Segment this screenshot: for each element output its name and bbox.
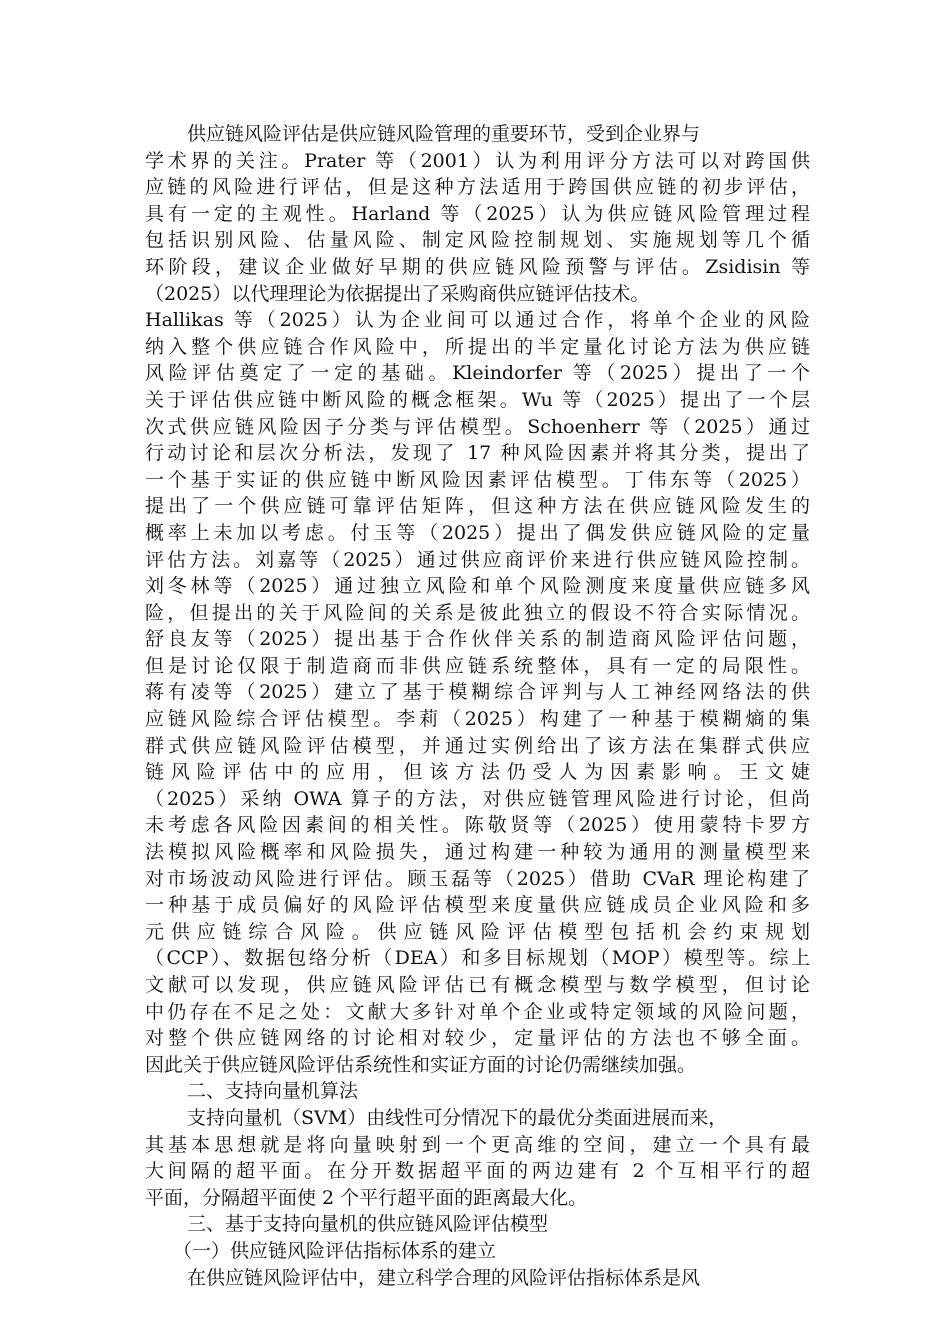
section-heading: 三、基于支持向量机的供应链风险评估模型 bbox=[187, 1213, 549, 1236]
paragraph-line: 应链的风险进行评估，但是这种方法适用于跨国供应链的初步评估， bbox=[145, 176, 810, 199]
paragraph-line: 概率上未加以考虑。付玉等（2025）提出了偶发供应链风险的定量 bbox=[145, 521, 810, 544]
paragraph-line: 对市场波动风险进行评估。顾玉磊等（2025）借助 CVaR 理论构建了 bbox=[145, 867, 810, 890]
paragraph-line: 一个基于实证的供应链中断风险因素评估模型。丁伟东等（2025） bbox=[145, 468, 810, 491]
paragraph-line: 刘冬林等（2025）通过独立风险和单个风险测度来度量供应链多风 bbox=[145, 575, 810, 598]
paragraph-line: 群式供应链风险评估模型，并通过实例给出了该方法在集群式供应 bbox=[145, 734, 810, 757]
paragraph-line: 行动讨论和层次分析法，发现了 17 种风险因素并将其分类，提出了 bbox=[145, 442, 810, 465]
paragraph-line: Hallikas 等（2025）认为企业间可以通过合作，将单个企业的风险 bbox=[145, 309, 810, 332]
paragraph-line: 具有一定的主观性。Harland 等（2025）认为供应链风险管理过程 bbox=[145, 202, 810, 225]
paragraph-line: 未考虑各风险因素间的相关性。陈敬贤等（2025）使用蒙特卡罗方 bbox=[145, 814, 810, 837]
paragraph-line: 次式供应链风险因子分类与评估模型。Schoenherr 等（2025）通过 bbox=[145, 415, 810, 438]
paragraph-line: 元供应链综合风险。供应链风险评估模型包括机会约束规划 bbox=[145, 920, 810, 943]
paragraph-line: （2025）采纳 OWA 算子的方法，对供应链管理风险进行讨论，但尚 bbox=[145, 787, 810, 810]
paragraph-line: 险，但提出的关于风险间的关系是彼此独立的假设不符合实际情况。 bbox=[145, 601, 810, 624]
paragraph-line: 舒良友等（2025）提出基于合作伙伴关系的制造商风险评估问题， bbox=[145, 628, 810, 651]
paragraph-line: 供应链风险评估是供应链风险管理的重要环节，受到企业界与 bbox=[187, 123, 701, 145]
paragraph-line: 链风险评估中的应用，但该方法仍受人为因素影响。王文婕 bbox=[145, 761, 810, 784]
paragraph-line: 蒋有凌等（2025）建立了基于模糊综合评判与人工神经网络法的供 bbox=[145, 681, 810, 704]
body-text bbox=[145, 121, 810, 1291]
paragraph-line: 中仍存在不足之处：文献大多针对单个企业或特定领域的风险问题， bbox=[145, 1000, 810, 1023]
paragraph-line: 学术界的关注。Prater 等（2001）认为利用评分方法可以对跨国供 bbox=[145, 149, 810, 172]
paragraph-line: 关于评估供应链中断风险的概念框架。Wu 等（2025）提出了一个层 bbox=[145, 388, 810, 411]
section-heading: 二、支持向量机算法 bbox=[187, 1080, 359, 1103]
paragraph-line: 但是讨论仅限于制造商而非供应链系统整体，具有一定的局限性。 bbox=[145, 654, 810, 677]
paragraph-line: 因此关于供应链风险评估系统性和实证方面的讨论仍需继续加强。 bbox=[145, 1053, 697, 1076]
paragraph-line: 文献可以发现，供应链风险评估已有概念模型与数学模型，但讨论 bbox=[145, 974, 810, 996]
paragraph-line: 大间隔的超平面。在分开数据超平面的两边建有 2 个互相平行的超 bbox=[145, 1160, 810, 1183]
paragraph-line: 评估方法。刘嘉等（2025）通过供应商评价来进行供应链风险控制。 bbox=[145, 548, 810, 571]
subsection-heading: （一）供应链风险评估指标体系的建立 bbox=[173, 1239, 497, 1262]
paragraph-line: 平面，分隔超平面使 2 个平行超平面的距离最大化。 bbox=[145, 1186, 588, 1209]
paragraph-line: （2025）以代理理论为依据提出了采购商供应链评估技术。 bbox=[145, 282, 650, 305]
paragraph-line: 风险评估奠定了一定的基础。Kleindorfer 等（2025）提出了一个 bbox=[145, 362, 810, 385]
paragraph-line: 对整个供应链网络的讨论相对较少，定量评估的方法也不够全面。 bbox=[145, 1027, 810, 1050]
paragraph-line: 应链风险综合评估模型。李莉（2025）构建了一种基于模糊熵的集 bbox=[145, 708, 810, 731]
paragraph-line: 法模拟风险概率和风险损失，通过构建一种较为通用的测量模型来 bbox=[145, 841, 810, 864]
paragraph-line: 在供应链风险评估中，建立科学合理的风险评估指标体系是风 bbox=[187, 1266, 701, 1289]
paragraph-line: 支持向量机（SVM）由线性可分情况下的最优分类面进展而来， bbox=[187, 1106, 728, 1129]
paragraph-line: 提出了一个供应链可靠评估矩阵，但这种方法在供应链风险发生的 bbox=[145, 495, 810, 518]
paragraph-line: 一种基于成员偏好的风险评估模型来度量供应链成员企业风险和多 bbox=[145, 894, 810, 917]
paragraph-line: 其基本思想就是将向量映射到一个更高维的空间，建立一个具有最 bbox=[145, 1133, 810, 1156]
paragraph-line: （CCP）、数据包络分析（DEA）和多目标规划（MOP）模型等。综上 bbox=[145, 947, 810, 970]
paragraph-line: 包括识别风险、估量风险、制定风险控制规划、实施规划等几个循 bbox=[145, 229, 810, 252]
paragraph-line: 环阶段，建议企业做好早期的供应链风险预警与评估。Zsidisin 等 bbox=[145, 255, 810, 278]
paragraph-line: 纳入整个供应链合作风险中，所提出的半定量化讨论方法为供应链 bbox=[145, 335, 810, 358]
